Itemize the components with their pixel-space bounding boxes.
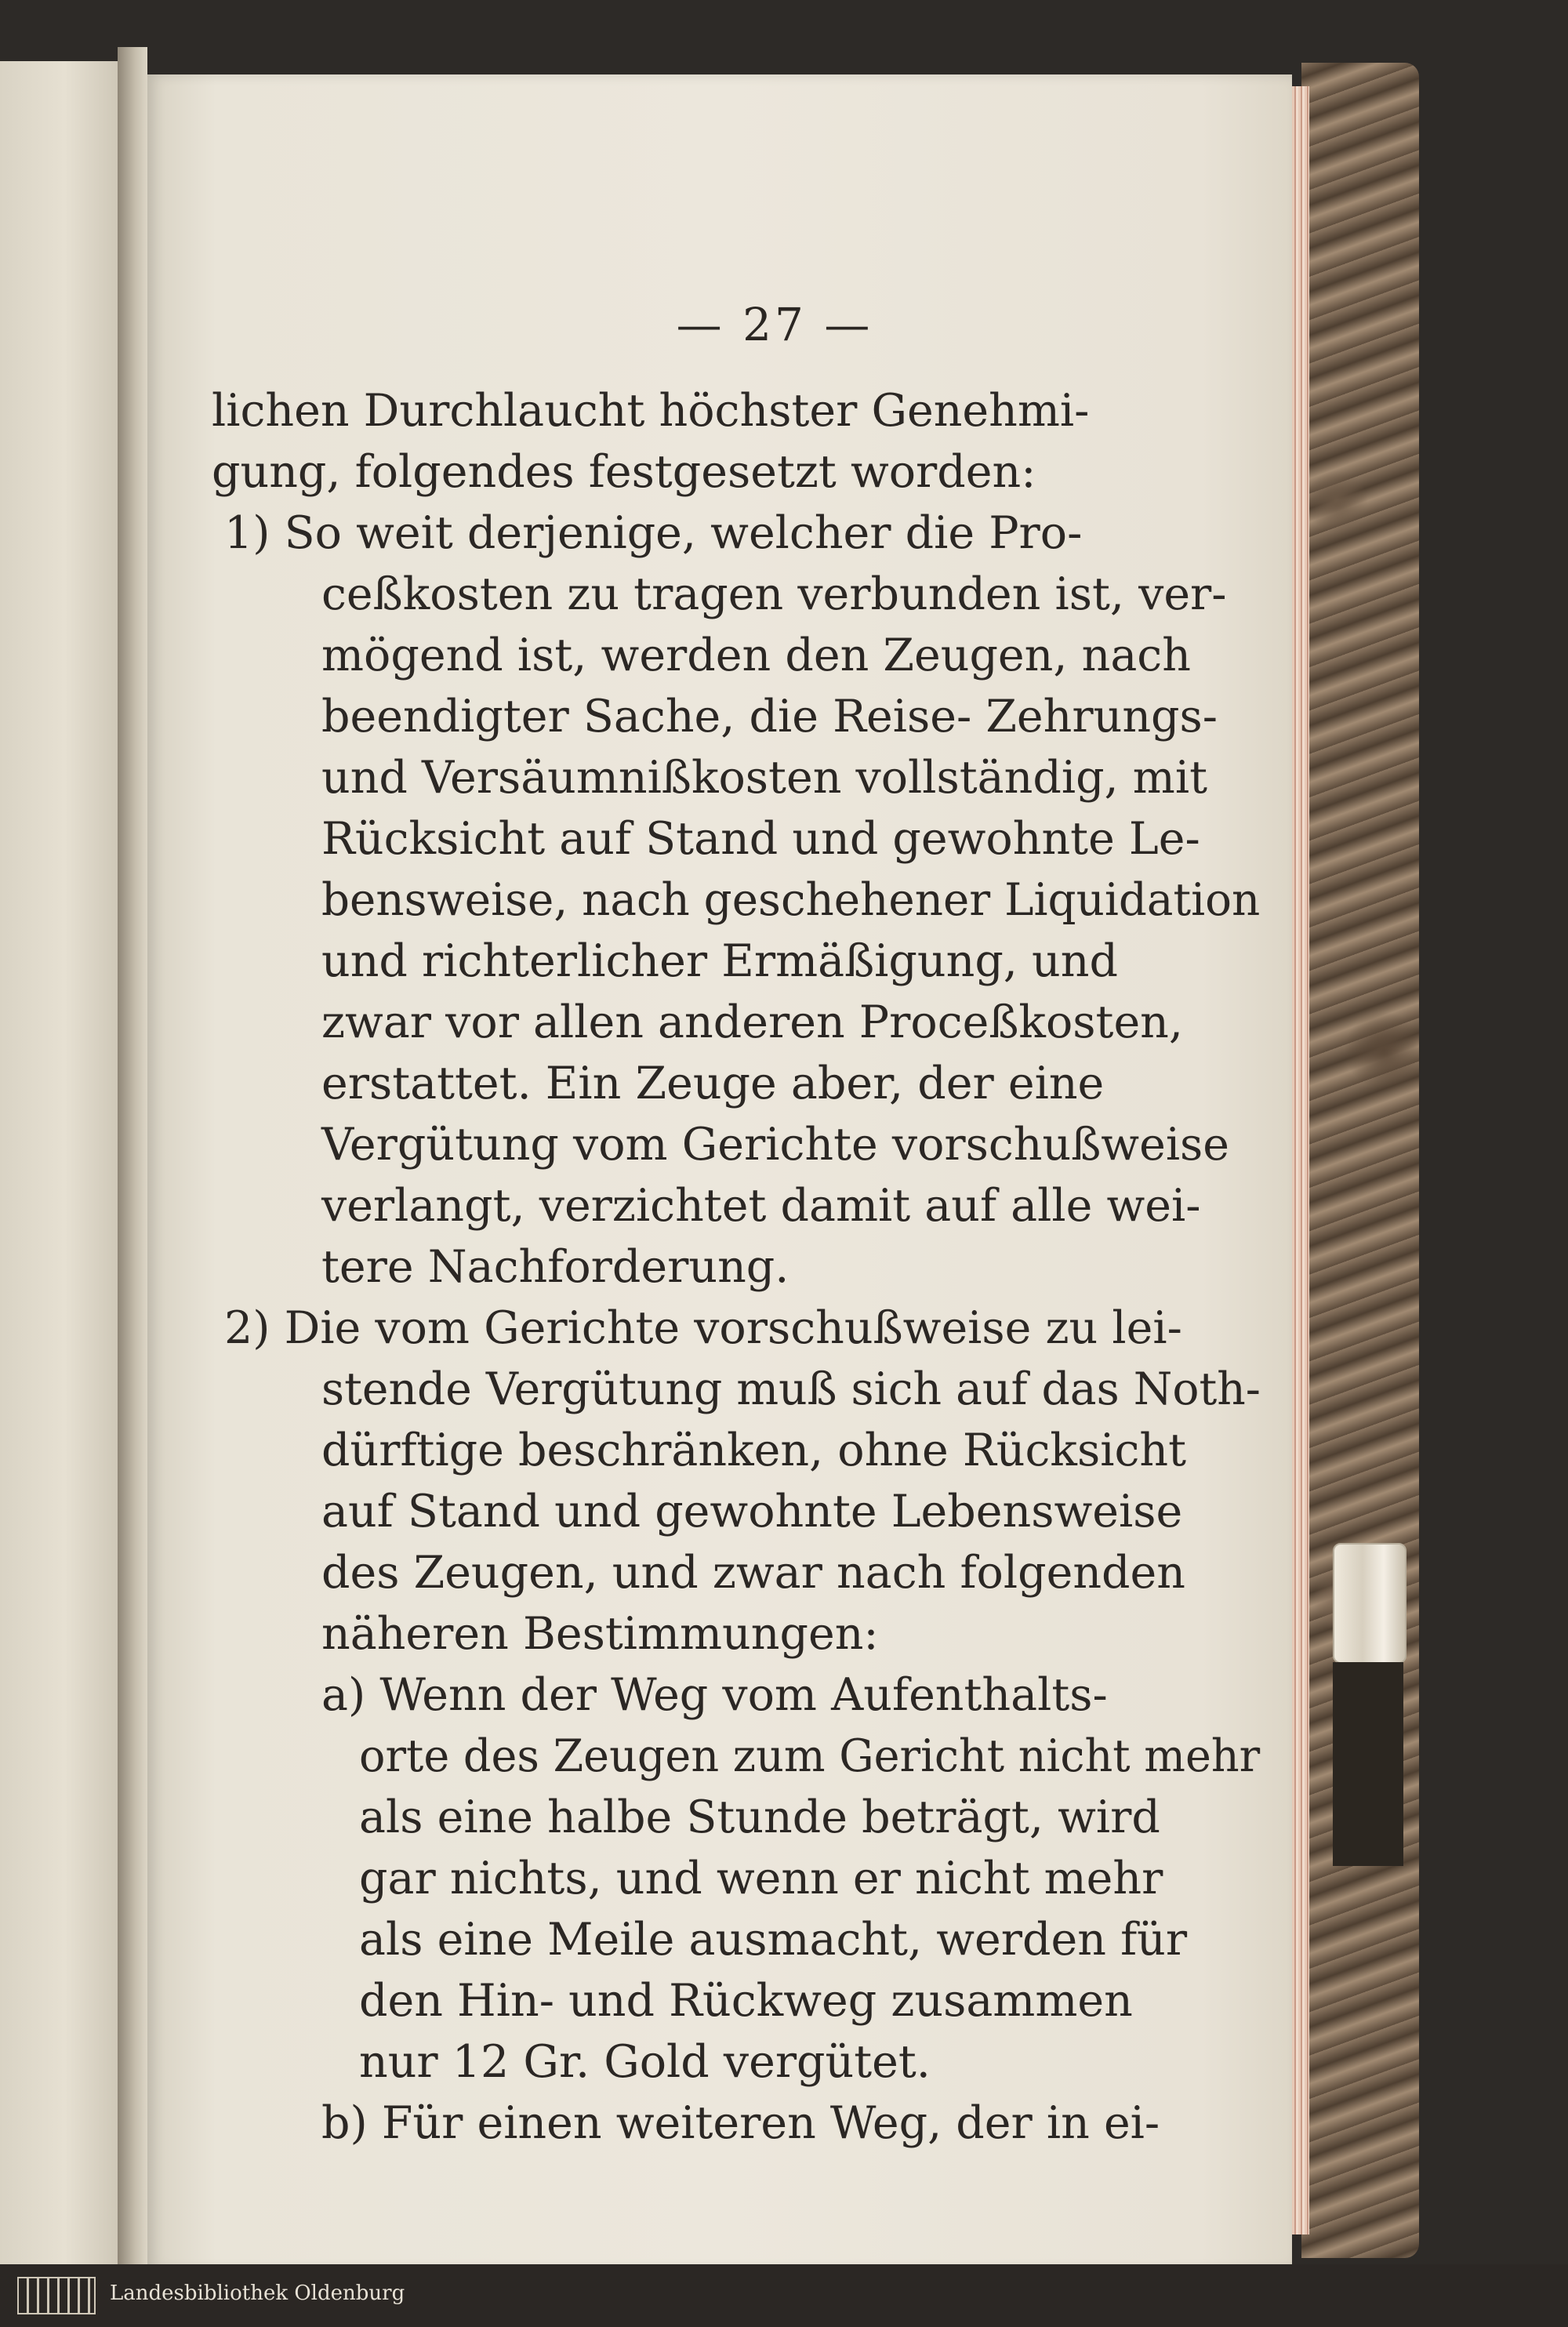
text-line: Vergütung vom Gerichte vorschußweise <box>321 1119 1230 1171</box>
text-line: beendigter Sache, die Reise- Zehrungs- <box>321 691 1218 742</box>
text-line: b) Für einen weiteren Weg, der in ei- <box>321 2097 1160 2149</box>
text-line: gung, folgendes festgesetzt worden: <box>212 446 1036 498</box>
library-logo-icon <box>17 2277 96 2314</box>
text-line: auf Stand und gewohnte Lebensweise <box>321 1486 1183 1537</box>
marbled-cover <box>1301 63 1419 2258</box>
text-line: ceßkosten zu tragen verbunden ist, ver- <box>321 568 1227 620</box>
book-gutter <box>118 47 147 2282</box>
text-line: lichen Durchlaucht höchster Genehmi- <box>212 385 1090 437</box>
text-line: als eine Meile ausmacht, werden für <box>359 1914 1188 1966</box>
text-line: mögend ist, werden den Zeugen, nach <box>321 630 1191 681</box>
text-line: 2) Die vom Gerichte vorschußweise zu lei- <box>224 1302 1182 1354</box>
text-line: und Versäumnißkosten vollständig, mit <box>321 752 1207 804</box>
book-page <box>147 74 1292 2270</box>
text-line: a) Wenn der Weg vom Aufenthalts- <box>321 1669 1108 1721</box>
footer-bar <box>0 2264 1568 2327</box>
text-line: stende Vergütung muß sich auf das Noth- <box>321 1363 1261 1415</box>
text-line: nur 12 Gr. Gold vergütet. <box>359 2036 931 2088</box>
text-line: gar nichts, und wenn er nicht mehr <box>359 1853 1163 1904</box>
text-line: dürftige beschränken, ohne Rücksicht <box>321 1425 1186 1476</box>
text-line: orte des Zeugen zum Gericht nicht mehr <box>359 1730 1261 1782</box>
text-line: erstattet. Ein Zeuge aber, der eine <box>321 1058 1105 1109</box>
text-line: zwar vor allen anderen Proceßkosten, <box>321 997 1184 1048</box>
text-line: verlangt, verzichtet damit auf alle wei- <box>321 1180 1201 1232</box>
text-line: 1) So weit derjenige, welcher die Pro- <box>224 507 1083 559</box>
text-line: des Zeugen, und zwar nach folgenden <box>321 1547 1185 1599</box>
text-line: als eine halbe Stunde beträgt, wird <box>359 1792 1160 1843</box>
text-line: bensweise, nach geschehener Liquidation <box>321 874 1261 926</box>
cover-shadow <box>1333 1662 1403 1866</box>
bookmark-clip <box>1333 1543 1406 1664</box>
text-line: tere Nachforderung. <box>321 1241 789 1293</box>
text-line: Rücksicht auf Stand und gewohnte Le- <box>321 813 1200 865</box>
page-number: — 27 — <box>676 298 873 351</box>
text-line: den Hin- und Rückweg zusammen <box>359 1975 1133 2027</box>
previous-page-edge <box>0 61 119 2264</box>
text-line: und richterlicher Ermäßigung, und <box>321 935 1118 987</box>
text-line: näheren Bestimmungen: <box>321 1608 879 1660</box>
library-name: Landesbibliothek Oldenburg <box>110 2282 405 2305</box>
